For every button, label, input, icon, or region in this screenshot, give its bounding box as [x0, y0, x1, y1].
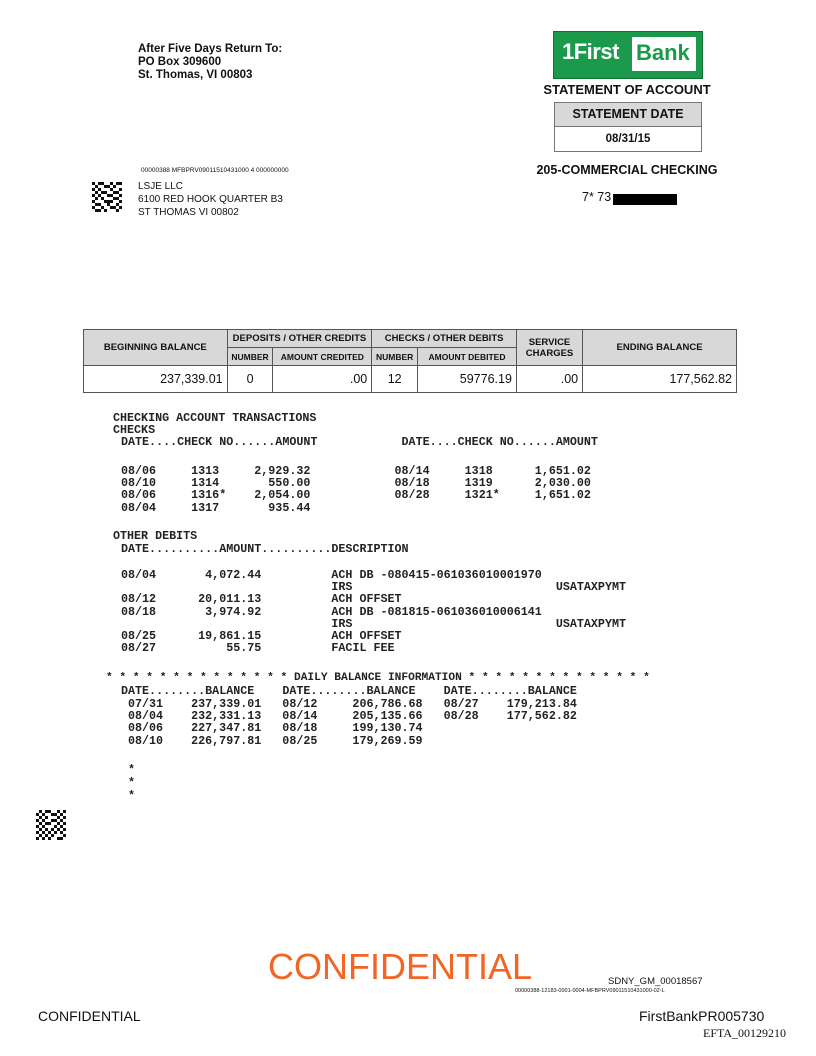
account-summary-table [83, 329, 737, 393]
statement-date-value: 08/31/15 [605, 133, 651, 145]
list-item: 07/31 237,339.01 08/12 206,786.68 08/27 179,213.84 [128, 697, 577, 711]
stars-list [128, 764, 135, 803]
list-item: 08/18 3,974.92 ACH DB -081815-061036010006141 [121, 604, 542, 619]
checks-title: CHECKS [113, 423, 156, 438]
deposits-number-header: NUMBER [227, 348, 273, 366]
qr-code-icon [92, 182, 122, 212]
list-item: 08/10 226,797.81 08/25 179,269.59 [128, 733, 423, 748]
list-item: 08/25 19,861.15 ACH OFFSET [121, 629, 402, 644]
other-debits-header: DATE..........AMOUNT..........DESCRIPTION [121, 542, 409, 556]
star: * [128, 776, 136, 790]
service-charges-header: SERVICE CHARGES [516, 330, 582, 366]
deposits-number-value: 0 [227, 366, 273, 393]
list-item: IRS USATAXPYMT [121, 580, 626, 595]
checks-list [121, 465, 591, 514]
deposits-amount-value: .00 [273, 366, 372, 393]
statement-date-box [554, 102, 702, 152]
list-item: 08/04 4,072.44 ACH DB -080415-061036010001970 [121, 568, 542, 582]
customer-name: LSJE LLC [138, 181, 184, 192]
list-item: 08/06 1316* 2,054.00 08/28 1321* 1,651.02 [121, 488, 591, 503]
deposits-header: DEPOSITS / OTHER CREDITS [227, 330, 372, 348]
ending-balance-header: ENDING BALANCE [583, 330, 737, 366]
return-address-label: After Five Days Return To: [138, 43, 283, 55]
transactions-section [113, 412, 598, 449]
customer-address-line2: ST THOMAS VI 00802 [138, 207, 239, 218]
customer-address [138, 180, 283, 219]
logo-first-text: 1First [562, 39, 619, 64]
checks-amount-value: 59776.19 [418, 366, 517, 393]
return-address-line1: PO Box 309600 [138, 56, 222, 68]
star: * [128, 789, 136, 803]
statement-title: STATEMENT OF ACCOUNT [543, 82, 711, 97]
confidential-stamp: CONFIDENTIAL [268, 946, 533, 987]
account-type: 205-COMMERCIAL CHECKING [536, 163, 718, 177]
list-item: 08/10 1314 550.00 08/18 1319 2,030.00 [121, 476, 591, 491]
account-number: 7* 73 [582, 190, 612, 204]
statement-date-label: STATEMENT DATE [555, 103, 701, 127]
other-debits-title: OTHER DEBITS [113, 529, 198, 543]
beginning-balance-value: 237,339.01 [84, 366, 228, 393]
checks-header: DATE....CHECK NO......AMOUNT DATE....CHECK NO......AMOUNT [121, 435, 598, 450]
service-charges-value: .00 [516, 366, 582, 393]
customer-address-line1: 6100 RED HOOK QUARTER B3 [138, 194, 283, 205]
logo-bank-text: Bank [636, 40, 690, 65]
return-address-line2: St. Thomas, VI 00803 [138, 69, 253, 81]
list-item: 08/12 20,011.13 ACH OFFSET [121, 592, 402, 607]
firstbank-logo [553, 31, 703, 79]
list-item: 08/06 1313 2,929.32 08/14 1318 1,651.02 [121, 464, 591, 478]
barcode-text: 00000388 MFBPRV09011510431000 4 000000000 [141, 167, 289, 174]
list-item: 08/04 1317 935.44 [121, 500, 311, 515]
list-item: 08/04 232,331.13 08/14 205,135.66 08/28 177,562.82 [128, 709, 577, 724]
amount-credited-header: AMOUNT CREDITED [273, 348, 372, 366]
return-address [138, 43, 282, 82]
daily-balance-title: * * * * * * * * * * * * * * DAILY BALANCE INFORMATION * * * * * * * * * * * * * * [106, 672, 650, 684]
daily-balance-list [128, 698, 577, 747]
confidential-label: CONFIDENTIAL [38, 1008, 141, 1024]
list-item: 08/06 227,347.81 08/18 199,130.74 [128, 721, 423, 736]
redaction-bar [613, 194, 677, 205]
firstbank-bates-number: FirstBankPR005730 [639, 1008, 765, 1024]
checks-number-header: NUMBER [372, 348, 418, 366]
beginning-balance-header: BEGINNING BALANCE [84, 330, 228, 366]
amount-debited-header: AMOUNT DEBITED [418, 348, 517, 366]
checks-header: CHECKS / OTHER DEBITS [372, 330, 517, 348]
daily-balance-header: DATE........BALANCE DATE........BALANCE DATE........BALANCE [121, 684, 577, 698]
star: * [128, 763, 136, 777]
transactions-title: CHECKING ACCOUNT TRANSACTIONS [113, 411, 317, 425]
qr-code-icon [36, 810, 66, 840]
list-item: IRS USATAXPYMT [121, 616, 626, 631]
document-code: 00000388-12183-0001-0004-MFBPRV09011510431000-02-L [515, 988, 665, 994]
checks-number-value: 12 [372, 366, 418, 393]
ending-balance-value: 177,562.82 [583, 366, 737, 393]
efta-number: EFTA_00129210 [703, 1026, 787, 1040]
sdny-bates-number: SDNY_GM_00018567 [608, 976, 703, 987]
other-debits-list [121, 569, 626, 654]
list-item: 08/27 55.75 FACIL FEE [121, 641, 395, 656]
